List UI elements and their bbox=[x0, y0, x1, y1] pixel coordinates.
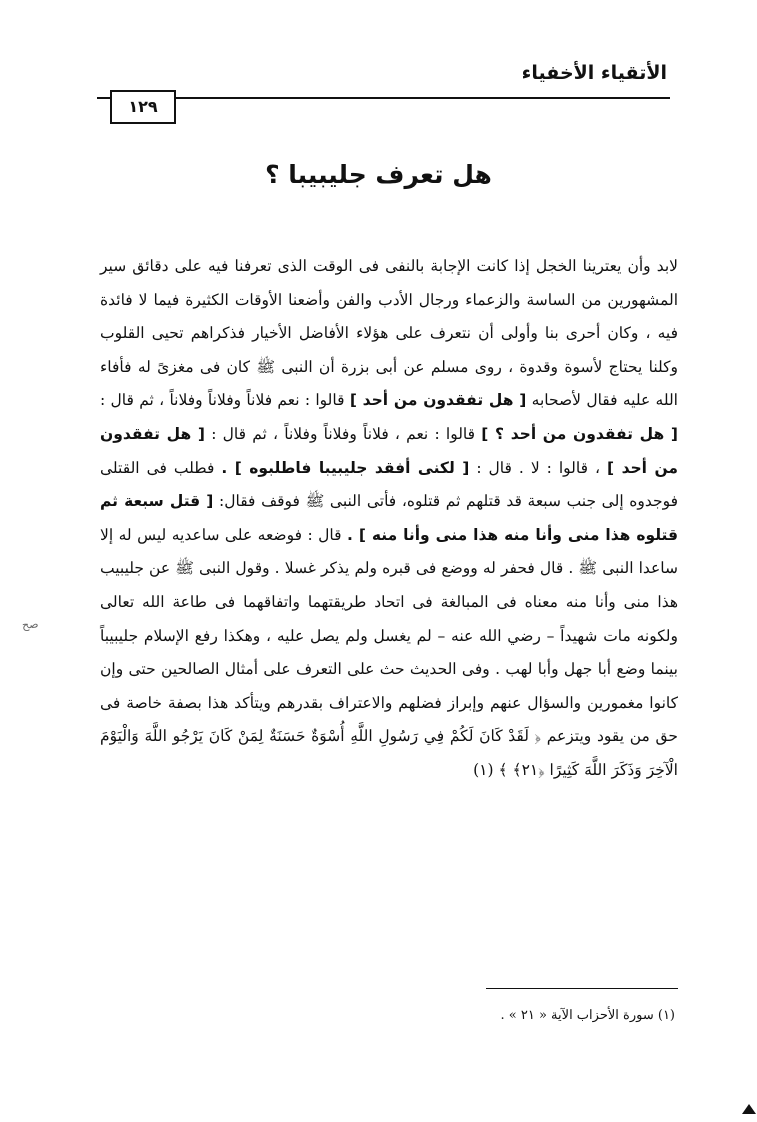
quran-open-bracket: ﴿ bbox=[528, 727, 542, 746]
chapter-title: هل تعرف جليبيبا ؟ bbox=[265, 160, 492, 189]
body-text bbox=[100, 250, 678, 788]
margin-annotation: صح bbox=[21, 617, 39, 632]
body-text-part3: قال : فوضعه على ساعديه ليس له إلا ساعدا النبى ﷺ . قال فحفر له ووضع فى قبره ولم يذكر غسلا . وقول النبى ﷺ عن جليبيب هذا منى وأنا منه معناه فى المبالغة فى اتحاد طريقتهما واتفاقهما فى طاعة الله تعالى ولكونه مات شهيداً – رضي الله عنه – لم يغسل ولم يصل عليه ، وهكذا رفع الإسلام جليبيباً بينما وضع أبا جهل وأبا لهب . وفى الحديث حث على التعرف على أمثال الصالحين حتى وإن كانوا مغمورين والسؤال عنهم وإبراز فضلهم والاعتراف بقدرهم ويتأكد هذا بصفة خاصة فى حق من يقود ويتزعم bbox=[100, 525, 678, 746]
verse-number: ﴿٢١﴾ bbox=[512, 760, 550, 779]
hadith-quote-4: [ لكنى أفقد جليبيبا فاطلبوه ] . bbox=[221, 458, 470, 477]
body-text-part1: لابد وأن يعترينا الخجل إذا كانت الإجابة بالنفى فى الوقت الذى تعرفنا فيه على دقائق سير المشهورين من الساسة والزعماء ورجال الأدب والفن وأضعنا الأوقات الكثيرة فيما لا فائدة فيه ، وكان أحرى بنا وأولى أن نتعرف على هؤلاء الأفاضل الأخيار فذكراهم تحيى القلوب وكلنا يحتاج لأسوة وقدوة ، روى مسلم عن أبى بزرة أن النبى ﷺ كان فى مغزىً له فأفاء الله عليه فقال لأصحابه bbox=[100, 257, 678, 410]
page-corner-mark bbox=[742, 1104, 756, 1114]
quran-close-bracket: ﴾ bbox=[498, 760, 513, 779]
quran-verse: لَقَدْ كَانَ لَكُمْ فِي رَسُولِ اللَّهِ أُسْوَةٌ حَسَنَةٌ لِمَنْ كَانَ يَرْجُو اللَّهَ وَالْيَوْمَ الْآخِرَ وَذَكَرَ اللَّهَ كَثِيرًا bbox=[100, 727, 678, 779]
body-paragraph bbox=[100, 250, 678, 788]
page-number: ١٢٩ bbox=[110, 90, 176, 124]
hadith-quote-1: [ هل تفقدون من أحد ] bbox=[349, 391, 527, 410]
hadith-quote-5: [ قتل سبعة ثم قتلوه هذا منى وأنا منه هذا منى وأنا منه ] . bbox=[100, 492, 678, 544]
running-title: الأتقياء الأخفياء bbox=[521, 62, 667, 84]
hadith-quote-3: [ هل تفقدون من أحد ] bbox=[100, 424, 679, 477]
footnote-rule bbox=[486, 988, 678, 989]
hadith-quote-2: [ هل تفقدون من أحد ؟ ] bbox=[481, 424, 679, 443]
reply-1: قالوا : نعم فلاناً وفلاناً وفلاناً ، ثم قال : bbox=[100, 391, 350, 410]
reply-2: قالوا : نعم ، فلاناً وفلاناً وفلاناً ، ثم قال : bbox=[204, 424, 482, 443]
reply-3: ، قالوا : لا . قال : bbox=[469, 458, 608, 477]
header-rule bbox=[97, 97, 670, 99]
body-text-part2: فطلب فى القتلى فوجدوه إلى جنب سبعة قد قتلهم ثم قتلوه، فأتى النبى ﷺ فوقف فقال: bbox=[100, 458, 678, 511]
footnote-reference: (١) bbox=[473, 760, 499, 779]
footnote: (١) سورة الأحزاب الآية « ٢١ » . bbox=[500, 1008, 675, 1023]
